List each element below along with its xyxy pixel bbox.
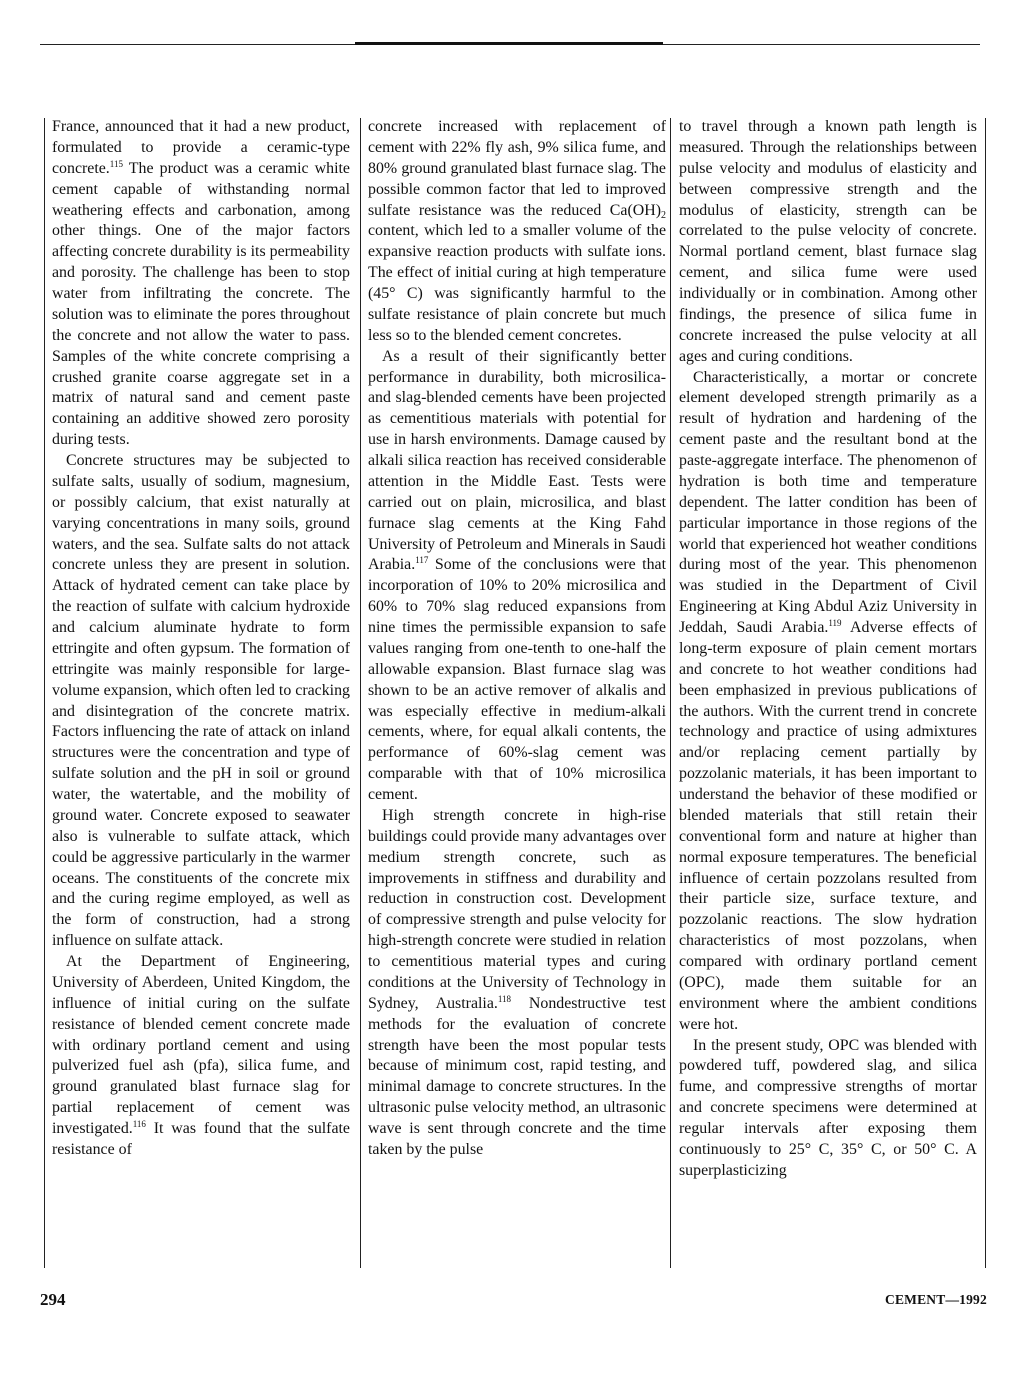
column-rule-1 — [360, 118, 361, 1268]
paragraph: At the Department of Engineering, University of Aberdeen, United Kingdom, the influence of initial curing on the sulfate resistance of blended cement concrete made with ordinary portland cement and using pulverized fuel ash (pfa), silica fume, and ground granulated blast furnace slag for partial replacement of cement was investigated.$^{116}$ It was found that the sulfate resistance of — [52, 953, 350, 1158]
paragraph: Concrete structures may be subjected to sulfate salts, usually of sodium, magnesium, or possibly calcium, that exist naturally at varying concentrations in many soils, ground waters, and the sea. Sulfate salts do not attack concrete unless they are present in solution. Attack of hydrated cement can take place by the reaction of sulfate with calcium hydroxide and calcium aluminate hydrate to form ettringite and often gypsum. The formation of ettringite was mainly responsible for large-volume expansion, which often led to cracking and disintegration of the concrete matrix. Factors influencing the rate of attack on inland structures were the concentration and type of sulfate solution and the pH in soil or ground water, the watertable, and the mobility of ground water. Concrete exposed to seawater also is vulnerable to sulfate attack, which could be aggressive particularly in the warmer oceans. The constituents of the concrete mix and the curing regime employed, as well as the form of construction, had a strong influence on sulfate attack. — [52, 452, 350, 950]
paragraph: As a result of their significantly better performance in durability, both microsilica- and slag-blended cements have been projected as cementitious materials with potential for use in harsh environments. Damage caused by alkali silica reaction has received considerable attention in the Middle East. Tests were carried out on plain, microsilica, and blast furnace slag cements at the King Fahd University of Petroleum and Minerals in Saudi Arabia.$^{117}$ Some of the conclusions were that incorporation of 10% to 20% microsilica and 60% to 70% slag reduced expansions from nine times the permissible expansion to safe values ranging from one-tenth to one-half the allowable expansion. Blast furnace slag was shown to be an active remover of alkalis and was especially effective in medium-alkali cements, where, for equal alkali contents, the performance of 60%-slag cement was comparable with that of 10% microsilica cement. — [368, 347, 666, 803]
reference-superscript: 115 — [109, 158, 123, 169]
reference-superscript: 119 — [828, 618, 842, 628]
text-column-3 — [679, 117, 977, 1267]
top-rule-center — [355, 42, 663, 45]
paragraph: to travel through a known path length is measured. Through the relationships between pulse velocity and modulus of elasticity and between compressive strength and the modulus of elasticity, strength can be correlated to the pulse velocity of concrete. Normal portland cement, blast furnace slag cement, and silica fume were used individually or in combination. Among other findings, the presence of silica fume in concrete increased the pulse velocity at all ages and curing conditions. — [679, 118, 977, 365]
text-column-2 — [368, 117, 666, 1267]
paragraph: concrete increased with replacement of cement with 22% fly ash, 9% silica fume, and 80% ground granulated blast furnace slag. The possible common factor that led to improved sulfate resistance was the reduced $Ca(OH)_2$ content, which led to a smaller volume of the expansive reaction products with sulfate ions. The effect of initial curing at high temperature (45° C) was significantly harmful to the sulfate resistance of plain concrete but much less so to the blended cement concretes. — [368, 118, 666, 344]
reference-superscript: 117 — [415, 555, 429, 566]
reference-superscript: 116 — [132, 1119, 146, 1129]
subscript: 2 — [661, 209, 666, 221]
column-rule-right — [985, 118, 986, 1268]
reference-superscript: 118 — [497, 993, 512, 1004]
column-rule-left — [44, 118, 45, 1268]
paragraph: France, announced that it had a new product, formulated to provide a ceramic-type concrete.$^{115}$ The product was a ceramic white cement capable of withstanding normal weathering effects and carbonation, among other things. One of the major factors affecting concrete durability is its permeability and porosity. The challenge has been to stop water from infiltrating the concrete. The solution was to eliminate the pores throughout the concrete and not allow the water to pass. Samples of the white concrete comprising a crushed granite coarse aggregate set in a matrix of natural sand and cement paste containing an additive showed zero porosity during tests. — [52, 118, 350, 449]
running-footer: CEMENT—1992 — [885, 1292, 987, 1307]
page-number: 294 — [40, 1290, 66, 1309]
paragraph: In the present study, OPC was blended with powdered tuff, powdered slag, and silica fume, and compressive strengths of mortar and concrete specimens were determined at regular intervals after exposing them continuously to 25° C, 35° C, or 50° C. A superplasticizing — [679, 1036, 977, 1179]
paragraph: Characteristically, a mortar or concrete element developed strength primarily as a result of hydration and hardening of the cement paste and the resultant bond at the paste-aggregate interface. The phenomenon of hydration is both time and temperature dependent. The latter condition has been of particular importance in those regions of the world that experienced hot weather conditions during most of the year. This phenomenon was studied in the Department of Civil Engineering at King Abdul Aziz University in Jeddah, Saudi Arabia.$^{119}$ Adverse effects of long-term exposure of plain cement mortars and concrete to hot weather conditions had been emphasized in previous publications of the authors. With the current trend in concrete technology and practice of using admixtures and/or replacing cement partially by pozzolanic materials, it has been important to understand the behavior of these modified or blended materials that still retain their conventional form and nature at higher than normal exposure temperatures. The beneficial influence of certain pozzolans resulted from their particle size, surface texture, and pozzolanic reactions. The slow hydration characteristics of most pozzolans, when compared with ordinary portland cement (OPC), made them suitable for an environment where the ambient conditions were hot. — [679, 368, 977, 1033]
paragraph: High strength concrete in high-rise buildings could provide many advantages over medium strength concrete, such as improvements in stiffness and durability and reduction in construction cost. Development of compressive strength and pulse velocity for high-strength concrete were studied in relation to cementitious material types and curing conditions at the University of Technology in Sydney, Australia.$^{118}$ Nondestructive test methods for the evaluation of concrete strength have been the most popular tests because of minimum cost, rapid testing, and minimal damage to concrete structures. In the ultrasonic pulse velocity method, an ultrasonic wave is sent through concrete and the time taken by the pulse — [368, 806, 666, 1158]
column-rule-2 — [670, 118, 671, 1268]
text-column-1 — [52, 117, 350, 1267]
